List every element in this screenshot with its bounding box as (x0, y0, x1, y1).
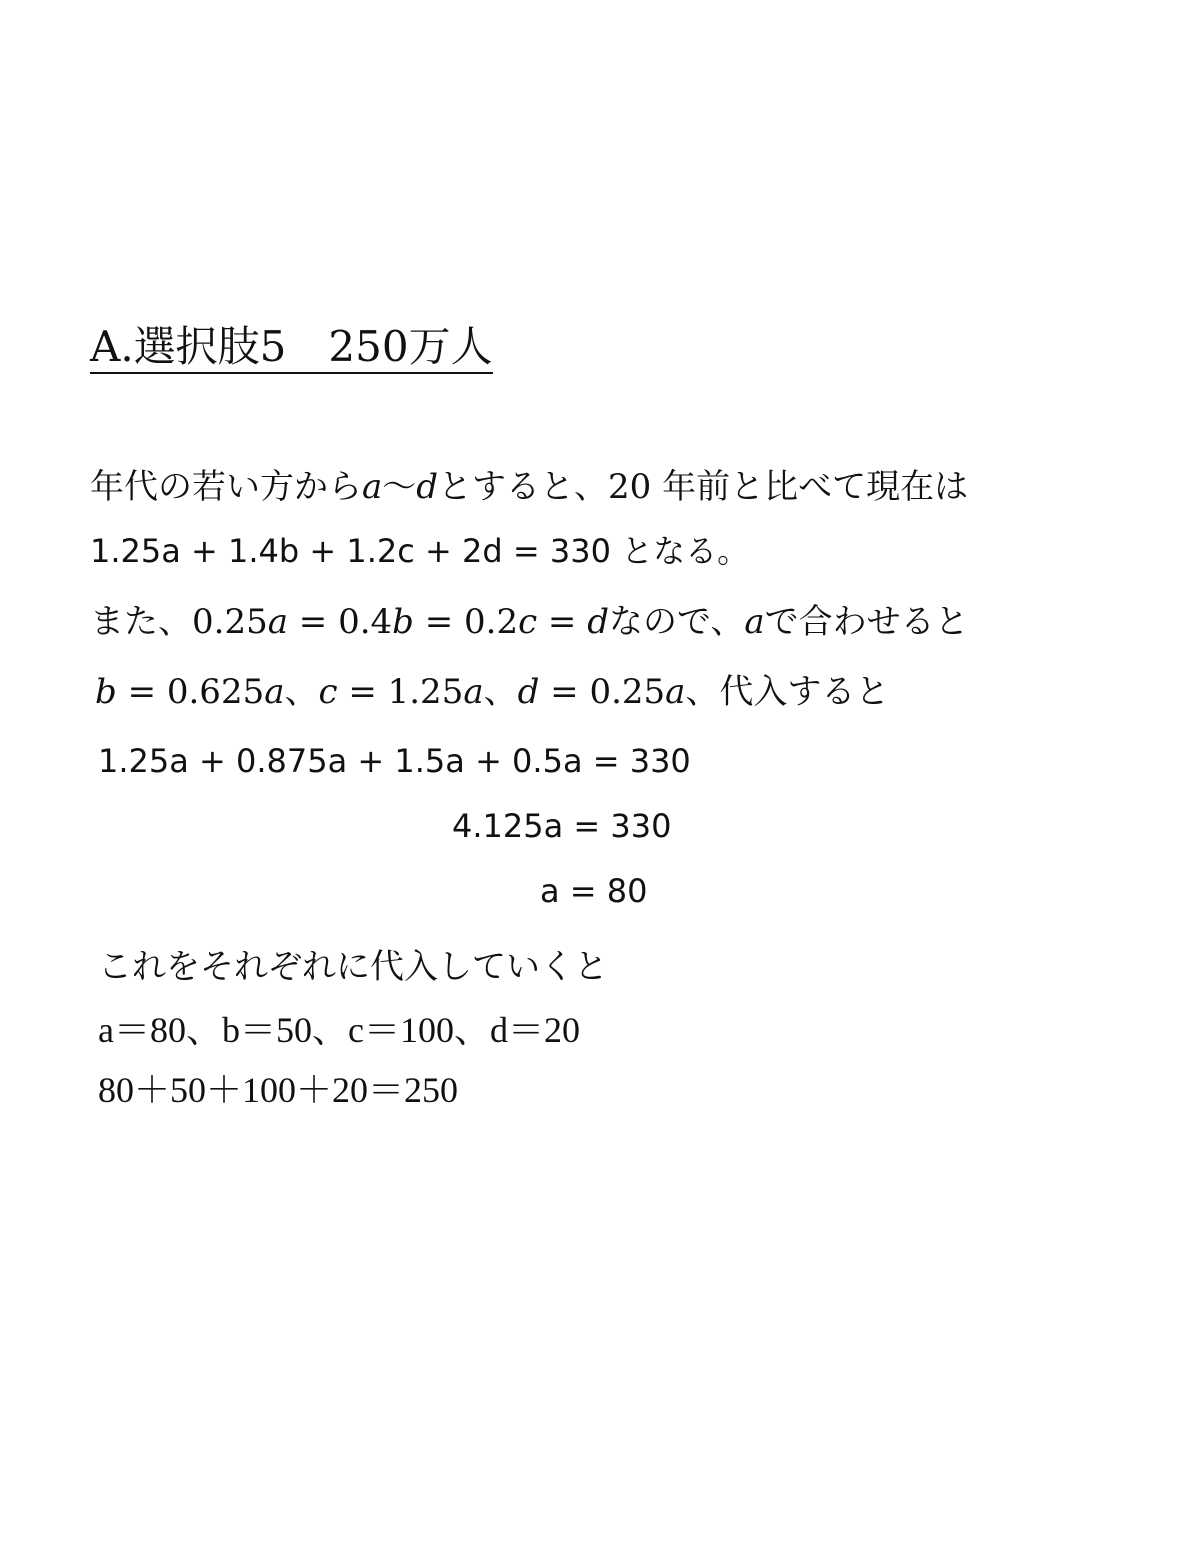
total-equation: 1.25a + 1.4b + 1.2c + 2d = 330 となる。 (90, 532, 750, 570)
substitute-text: これをそれぞれに代入していくと (98, 947, 608, 987)
answer-heading: A.選択肢5 250万人 (90, 326, 493, 374)
values-line: a＝80、b＝50、c＝100、d＝20 (98, 1010, 580, 1050)
sum-line: 80＋50＋100＋20＝250 (98, 1070, 459, 1110)
equation-step-2: 4.125a = 330 (452, 807, 672, 845)
substitution-text: 𝑏 = 0.625𝑎、𝑐 = 1.25𝑎、𝑑 = 0.25𝑎、代入すると (95, 672, 890, 712)
equation-step-1: 1.25a + 0.875a + 1.5a + 0.5a = 330 (98, 742, 691, 780)
equation-step-3: a = 80 (540, 872, 648, 910)
intro-text: 年代の若い方から𝑎～𝑑とすると、20 年前と比べて現在は (90, 467, 969, 507)
ratio-text: また、0.25𝑎 = 0.4𝑏 = 0.2𝑐 = 𝑑なので、𝑎で合わせると (90, 602, 969, 642)
